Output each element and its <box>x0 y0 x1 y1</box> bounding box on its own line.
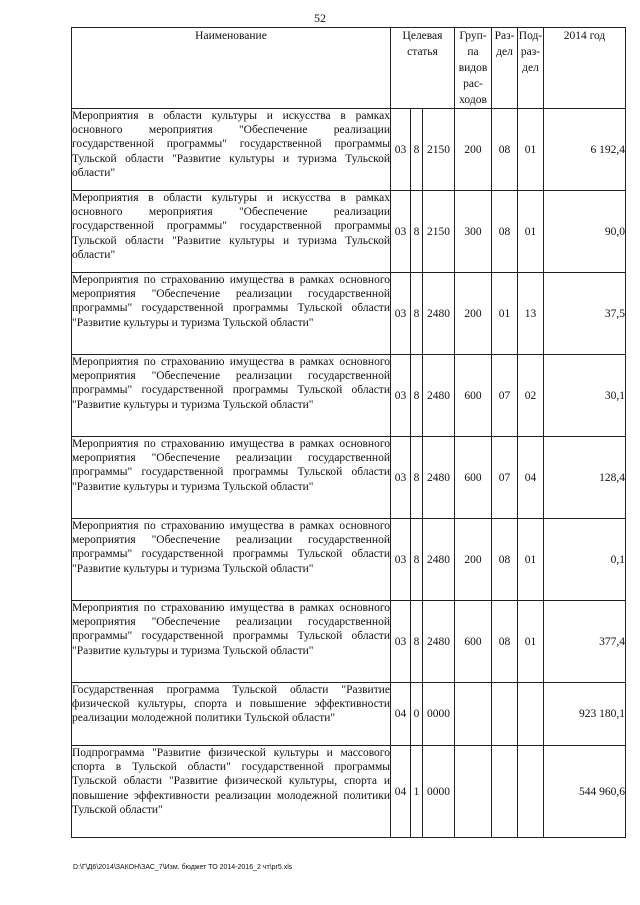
target-code-program: 04 <box>391 746 411 838</box>
expense-group <box>455 746 492 838</box>
target-code-program: 03 <box>391 355 411 437</box>
target-code-subprogram: 8 <box>411 273 423 355</box>
target-code-subprogram: 0 <box>411 683 423 746</box>
header-group: Груп-па видов рас-ходов <box>455 28 492 109</box>
subsection-code: 02 <box>518 355 544 437</box>
target-code-item: 2480 <box>423 355 455 437</box>
table-row <box>72 273 626 355</box>
row-name: Мероприятия в области культуры и искусства в рамках основного мероприятия "Обеспечение реализации государственной программы" государственной программы Тульской области "Развитие культуры и туризма Тульской области" <box>72 191 391 273</box>
row-name: Мероприятия по страхованию имущества в рамках основного мероприятия "Обеспечение реализации государственной программы" государственной программы Тульской области "Развитие культуры и туризма Тульской области" <box>72 273 391 355</box>
target-code-item: 2150 <box>423 191 455 273</box>
amount-2014: 544 960,6 <box>544 746 626 838</box>
target-code-subprogram: 8 <box>411 519 423 601</box>
section-code <box>492 746 518 838</box>
target-code-program: 03 <box>391 191 411 273</box>
amount-2014: 128,4 <box>544 437 626 519</box>
table-row <box>72 437 626 519</box>
target-code-item: 0000 <box>423 683 455 746</box>
target-code-program: 03 <box>391 519 411 601</box>
row-name: Подпрограмма "Развитие физической культуры и массового спорта в Тульской области" государственной программы Тульской области "Развитие физической культуры, спорта и повышение эффективности реализации молодежной политики Тульской области" <box>72 746 391 838</box>
subsection-code <box>518 683 544 746</box>
target-code-subprogram: 1 <box>411 746 423 838</box>
expense-group: 200 <box>455 519 492 601</box>
amount-2014: 0,1 <box>544 519 626 601</box>
target-code-item: 2480 <box>423 519 455 601</box>
target-code-item: 2480 <box>423 273 455 355</box>
amount-2014: 923 180,1 <box>544 683 626 746</box>
table-row <box>72 355 626 437</box>
subsection-code <box>518 746 544 838</box>
amount-2014: 90,0 <box>544 191 626 273</box>
target-code-subprogram: 8 <box>411 191 423 273</box>
section-code <box>492 683 518 746</box>
amount-2014: 6 192,4 <box>544 109 626 191</box>
section-code: 08 <box>492 191 518 273</box>
expense-group: 200 <box>455 109 492 191</box>
target-code-program: 04 <box>391 683 411 746</box>
row-name: Мероприятия в области культуры и искусства в рамках основного мероприятия "Обеспечение реализации государственной программы" государственной программы Тульской области "Развитие культуры и туризма Тульской области" <box>72 109 391 191</box>
file-path-footer: D:\Г\Д6\2014\ЗАКОН\ЗАС_7\Изм. бюджет ТО 2014-2016_2 чт\pr5.xls <box>73 864 293 871</box>
target-code-item: 2480 <box>423 437 455 519</box>
section-code: 08 <box>492 519 518 601</box>
expense-group: 600 <box>455 437 492 519</box>
target-code-item: 2150 <box>423 109 455 191</box>
subsection-code: 01 <box>518 191 544 273</box>
target-code-item: 2480 <box>423 601 455 683</box>
header-target: Целевая статья <box>391 28 455 109</box>
expense-group: 600 <box>455 601 492 683</box>
page-number: 52 <box>314 11 326 25</box>
target-code-program: 03 <box>391 601 411 683</box>
target-code-program: 03 <box>391 109 411 191</box>
subsection-code: 01 <box>518 601 544 683</box>
subsection-code: 01 <box>518 519 544 601</box>
table-row <box>72 683 626 746</box>
row-name: Мероприятия по страхованию имущества в рамках основного мероприятия "Обеспечение реализации государственной программы" государственной программы Тульской области "Развитие культуры и туризма Тульской области" <box>72 437 391 519</box>
target-code-program: 03 <box>391 273 411 355</box>
header-year: 2014 год <box>544 28 626 109</box>
section-code: 01 <box>492 273 518 355</box>
row-name: Мероприятия по страхованию имущества в рамках основного мероприятия "Обеспечение реализации государственной программы" государственной программы Тульской области "Развитие культуры и туризма Тульской области" <box>72 601 391 683</box>
expense-group: 300 <box>455 191 492 273</box>
subsection-code: 04 <box>518 437 544 519</box>
target-code-item: 0000 <box>423 746 455 838</box>
amount-2014: 30,1 <box>544 355 626 437</box>
expense-group <box>455 683 492 746</box>
target-code-subprogram: 8 <box>411 109 423 191</box>
table-row <box>72 601 626 683</box>
table-row <box>72 191 626 273</box>
target-code-subprogram: 8 <box>411 355 423 437</box>
target-code-program: 03 <box>391 437 411 519</box>
section-code: 08 <box>492 109 518 191</box>
header-section: Раз-дел <box>492 28 518 109</box>
target-code-subprogram: 8 <box>411 437 423 519</box>
subsection-code: 13 <box>518 273 544 355</box>
header-subsection: Под-раз-дел <box>518 28 544 109</box>
section-code: 07 <box>492 437 518 519</box>
header-name: Наименование <box>72 28 391 109</box>
table-row <box>72 746 626 838</box>
row-name: Государственная программа Тульской области "Развитие физической культуры, спорта и повышение эффективности реализации молодежной политики Тульской области" <box>72 683 391 746</box>
expense-group: 600 <box>455 355 492 437</box>
row-name: Мероприятия по страхованию имущества в рамках основного мероприятия "Обеспечение реализации государственной программы" государственной программы Тульской области "Развитие культуры и туризма Тульской области" <box>72 519 391 601</box>
amount-2014: 37,5 <box>544 273 626 355</box>
subsection-code: 01 <box>518 109 544 191</box>
budget-table <box>71 27 626 838</box>
section-code: 07 <box>492 355 518 437</box>
table-row <box>72 109 626 191</box>
expense-group: 200 <box>455 273 492 355</box>
target-code-subprogram: 8 <box>411 601 423 683</box>
amount-2014: 377,4 <box>544 601 626 683</box>
row-name: Мероприятия по страхованию имущества в рамках основного мероприятия "Обеспечение реализации государственной программы" государственной программы Тульской области "Развитие культуры и туризма Тульской области" <box>72 355 391 437</box>
section-code: 08 <box>492 601 518 683</box>
table-row <box>72 519 626 601</box>
